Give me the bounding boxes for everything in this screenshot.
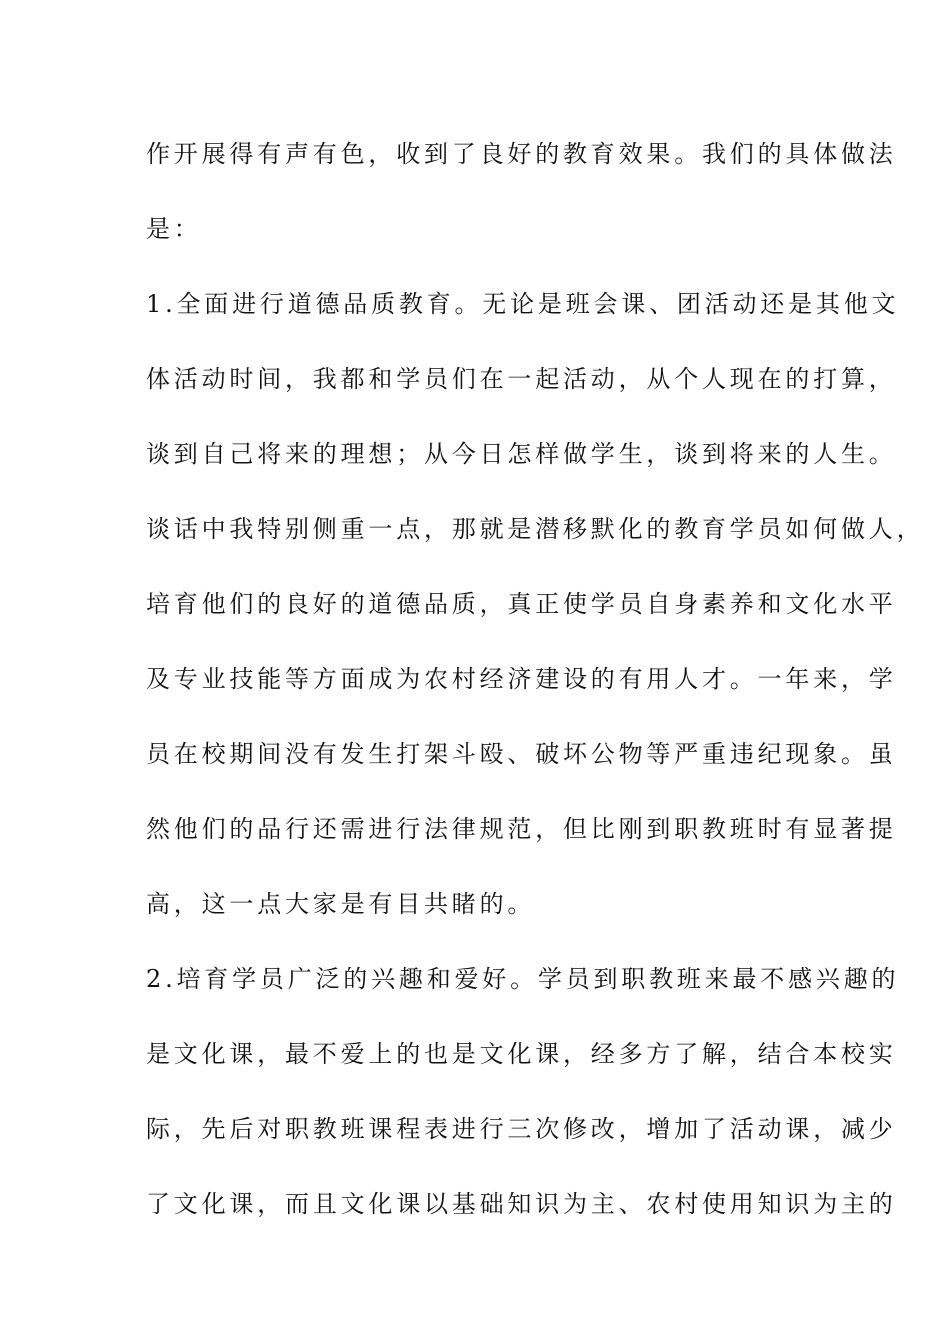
text-line: 培育他们的良好的道德品质，真正使学员自身素养和文化水平 xyxy=(146,590,897,618)
text-line: 谈话中我特别侧重一点，那就是潜移默化的教育学员如何做人， xyxy=(146,515,925,543)
text-line: 是： xyxy=(146,215,202,243)
text-line: 高，这一点大家是有目共睹的。 xyxy=(146,890,536,918)
text-line: 谈到自己将来的理想；从今日怎样做学生，谈到将来的人生。 xyxy=(146,440,897,468)
text-line: 2.培育学员广泛的兴趣和爱好。学员到职教班来最不感兴趣的 xyxy=(146,965,900,993)
text-line: 作开展得有声有色，收到了良好的教育效果。我们的具体做法 xyxy=(146,140,897,168)
text-line: 是文化课，最不爱上的也是文化课，经多方了解，结合本校实 xyxy=(146,1040,897,1068)
text-line: 际，先后对职教班课程表进行三次修改，增加了活动课，减少 xyxy=(146,1115,897,1143)
text-line: 了文化课，而且文化课以基础知识为主、农村使用知识为主的 xyxy=(146,1190,897,1218)
text-line: 员在校期间没有发生打架斗殴、破坏公物等严重违纪现象。虽 xyxy=(146,740,897,768)
text-line: 然他们的品行还需进行法律规范，但比刚到职教班时有显著提 xyxy=(146,815,897,843)
body-text xyxy=(146,128,925,1253)
text-line: 1.全面进行道德品质教育。无论是班会课、团活动还是其他文 xyxy=(146,290,900,318)
text-line: 体活动时间，我都和学员们在一起活动，从个人现在的打算， xyxy=(146,365,897,393)
text-line: 及专业技能等方面成为农村经济建设的有用人才。一年来，学 xyxy=(146,665,897,693)
